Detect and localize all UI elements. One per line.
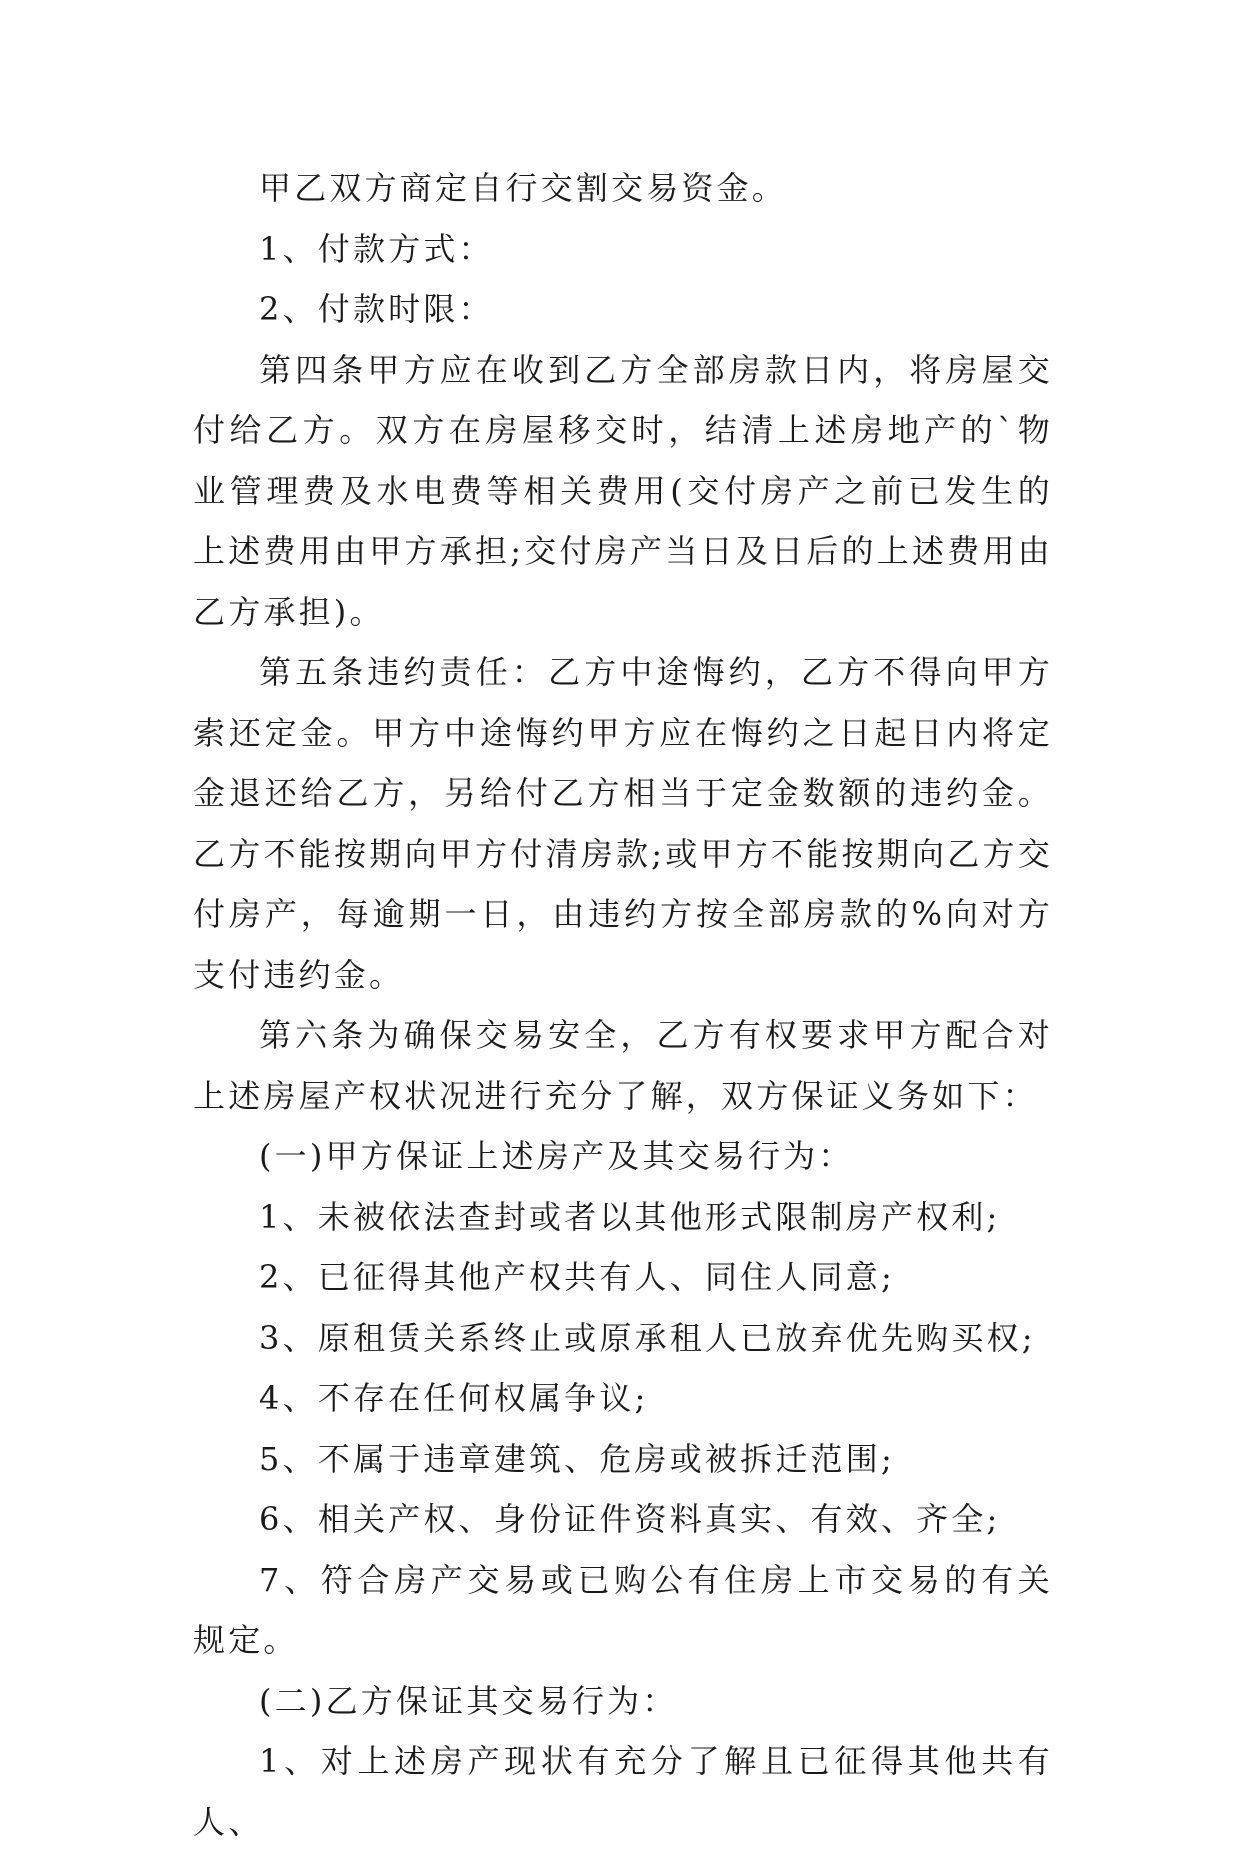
paragraph-party-a-item-6: 6、相关产权、身份证件资料真实、有效、齐全;	[259, 1500, 1001, 1538]
paragraph-party-a-heading: (一)甲方保证上述房产及其交易行为：	[259, 1137, 854, 1175]
paragraph-article-5: 第五条违约责任：乙方中途悔约，乙方不得向甲方索还定金。甲方中途悔约甲方应在悔约之日起日内将定金退还给乙方，另给付乙方相当于定金数额的违约金。乙方不能按期向甲方付清房款;或甲方不能按期向乙方交付房产，每逾期一日，由违约方按全部房款的%向对方支付违约金。	[193, 653, 1053, 994]
document-body	[193, 158, 1053, 1852]
paragraph-payment-arrangement: 甲乙双方商定自行交割交易资金。	[259, 169, 788, 207]
paragraph-party-b-heading: (二)乙方保证其交易行为：	[259, 1681, 678, 1720]
paragraph-article-6: 第六条为确保交易安全，乙方有权要求甲方配合对上述房屋产权状况进行充分了解，双方保证义务如下：	[193, 1016, 1053, 1115]
paragraph-party-a-item-4: 4、不存在任何权属争议;	[259, 1379, 649, 1417]
paragraph-payment-method: 1、付款方式：	[259, 229, 494, 268]
paragraph-payment-deadline: 2、付款时限：	[259, 290, 494, 328]
paragraph-party-a-item-1: 1、未被依法查封或者以其他形式限制房产权利;	[259, 1197, 1001, 1236]
paragraph-article-4: 第四条甲方应在收到乙方全部房款日内，将房屋交付给乙方。双方在房屋移交时，结清上述房地产的`物业管理费及水电费等相关费用(交付房产之前已发生的上述费用由甲方承担;交付房产当日及日后的上述费用由乙方承担)。	[193, 350, 1053, 631]
paragraph-party-a-item-3: 3、原租赁关系终止或原承租人已放弃优先购买权;	[259, 1318, 1036, 1357]
paragraph-party-a-item-5: 5、不属于违章建筑、危房或被拆迁范围;	[259, 1439, 895, 1478]
paragraph-party-b-item-1: 1、对上述房产现状有充分了解且已征得其他共有人、	[193, 1742, 1053, 1841]
paragraph-party-a-item-2: 2、已征得其他产权共有人、同住人同意;	[259, 1258, 895, 1296]
paragraph-party-a-item-7: 7、符合房产交易或已购公有住房上市交易的有关规定。	[193, 1560, 1053, 1659]
